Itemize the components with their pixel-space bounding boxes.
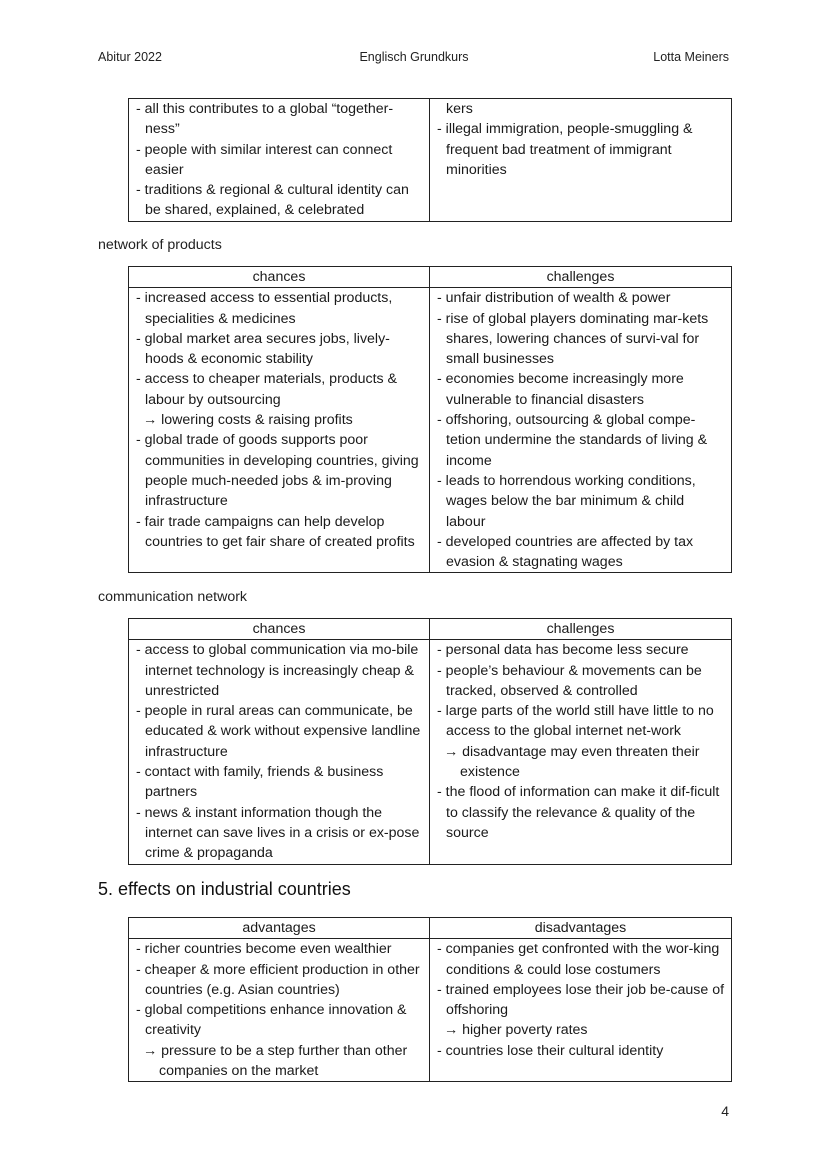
list-item: - global market area secures jobs, lively-hoods & economic stability <box>136 330 390 368</box>
table-cell-left <box>129 640 430 864</box>
list-item: - increased access to essential products, specialities & medicines <box>136 290 393 327</box>
column-header: chances <box>129 619 430 640</box>
list-item: - personal data has become less secure <box>437 642 689 659</box>
table-continued <box>128 98 732 222</box>
table-cell-right <box>430 640 732 864</box>
column-header: challenges <box>430 267 732 288</box>
list-item: - all this contributes to a global “together-ness” <box>136 101 394 138</box>
table-industrial <box>128 917 732 1082</box>
table-cell-right <box>430 939 732 1082</box>
list-item: - unfair distribution of wealth & power <box>437 290 671 307</box>
list-item: kers <box>446 101 473 117</box>
list-item: - contact with family, friends & business partners <box>136 764 384 801</box>
list-item: - access to cheaper materials, products & labour by outsourcing <box>136 371 398 408</box>
list-item: - access to global communication via mo-bile internet technology is increasingly cheap & unrestricted <box>136 642 419 699</box>
list-item: - companies get confronted with the wor-king conditions & could lose costumers <box>437 941 720 978</box>
list-item: - cheaper & more efficient production in other countries (e.g. Asian countries) <box>136 961 420 998</box>
table-header-row <box>129 267 732 288</box>
list-item: - large parts of the world still have little to no access to the global internet net-work <box>437 703 714 740</box>
list-item: - people in rural areas can communicate, be educated & work without expensive landline infrastructure <box>136 703 421 760</box>
table-row <box>129 640 732 864</box>
page-number: 4 <box>721 1103 729 1119</box>
list-item: - offshoring, outsourcing & global compe-tetion undermine the standards of living & income <box>437 412 708 469</box>
list-item: - economies become increasingly more vulnerable to financial disasters <box>437 371 684 408</box>
list-item: - illegal immigration, people-smuggling & frequent bad treatment of immigrant minorities <box>437 121 693 178</box>
list-subitem: → pressure to be a step further than other companies on the market <box>143 1042 408 1080</box>
table-cell-left <box>129 99 430 222</box>
table-row <box>129 99 732 222</box>
list-item: - people with similar interest can connect easier <box>136 141 393 178</box>
table-communication <box>128 618 732 865</box>
list-item: - richer countries become even wealthier <box>136 941 392 958</box>
list-item: - rise of global players dominating mar-kets shares, lowering chances of survi-val for small businesses <box>437 310 709 368</box>
list-item: - global competitions enhance innovation & creativity <box>136 1002 407 1039</box>
list-item: - traditions & regional & cultural identity can be shared, explained, & celebrated <box>136 182 409 219</box>
list-item: - leads to horrendous working conditions, wages below the bar minimum & child labour <box>437 472 696 530</box>
list-item: - news & instant information though the internet can save lives in a crisis or ex-pose crime & propaganda <box>136 804 420 862</box>
table-row <box>129 939 732 1082</box>
table-cell-right <box>430 288 732 573</box>
table-cell-left <box>129 288 430 573</box>
list-subitem: → lowering costs & raising profits <box>143 412 353 429</box>
column-header: advantages <box>129 918 430 939</box>
list-subitem: → higher poverty rates <box>444 1022 588 1039</box>
header-center: Englisch Grundkurs <box>359 50 469 64</box>
list-item: - the flood of information can make it dif-ficult to classify the relevance & quality of the source <box>437 784 720 841</box>
list-item: - developed countries are affected by tax evasion & stagnating wages <box>437 533 694 571</box>
table-products <box>128 266 732 573</box>
list-item: - countries lose their cultural identity <box>437 1042 664 1059</box>
section-heading-industrial: 5. effects on industrial countries <box>98 879 351 899</box>
section-label-products: network of products <box>98 237 222 253</box>
list-item: - people’s behaviour & movements can be tracked, observed & controlled <box>437 662 702 699</box>
list-subitem: → disadvantage may even threaten their existence <box>444 743 700 781</box>
header-left: Abitur 2022 <box>98 50 162 64</box>
header-right: Lotta Meiners <box>653 50 729 64</box>
table-cell-right <box>430 99 732 222</box>
column-header: chances <box>129 267 430 288</box>
column-header: disadvantages <box>430 918 732 939</box>
table-header-row <box>129 619 732 640</box>
table-header-row <box>129 918 732 939</box>
list-item: - global trade of goods supports poor communities in developing countries, giving people much-needed jobs & im-proving infrastructure <box>136 432 419 510</box>
table-cell-left <box>129 939 430 1082</box>
list-item: - fair trade campaigns can help develop countries to get fair share of created profits <box>136 513 415 550</box>
section-label-communication: communication network <box>98 589 248 605</box>
column-header: challenges <box>430 619 732 640</box>
table-row <box>129 288 732 573</box>
list-item: - trained employees lose their job be-cause of offshoring <box>437 981 725 1019</box>
